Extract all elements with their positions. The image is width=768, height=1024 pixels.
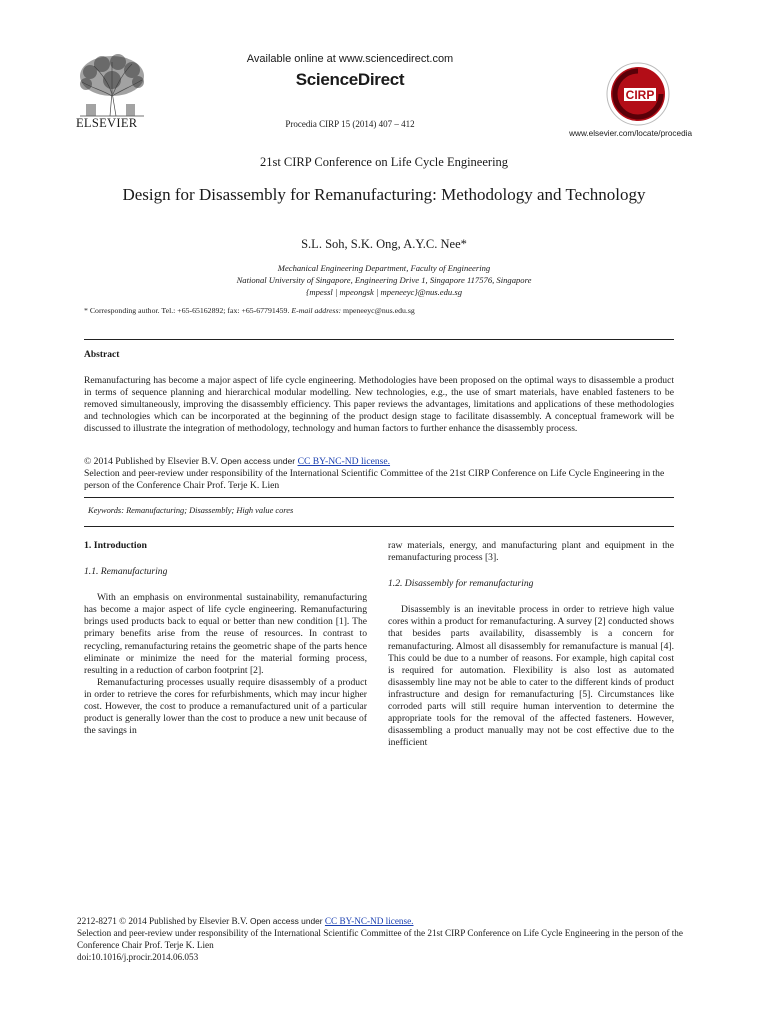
paragraph: Disassembly is an inevitable process in order to retrieve high value cores within a product for remanufacturing. A survey [2] conducted shows that besides parts availability, disassembly is a concern for remanufacturing. Almost all disassembly for remanufacture is manual [4]. This could be due to a number of reasons. For example, high capital cost is required for automation. Flexibility is also lost as automated disassembly line may not be able to cater to the different kinds of product infrastructure and design for remanufacturing [5]. Circumstances like corroded parts will still require human intervention to determine the appropriate tools for the removal of the affected fasteners. However, disassembling a product manually may not be cost effective due to the inefficient (388, 604, 674, 749)
footer-license-link[interactable]: CC BY-NC-ND license. (324, 916, 414, 926)
keywords: Keywords: Remanufacturing; Disassembly; High value cores (88, 506, 294, 515)
journal-url[interactable]: www.elsevier.com/locate/procedia (569, 129, 692, 138)
keywords-top-rule (84, 497, 674, 498)
affiliation (100, 262, 668, 298)
copyright-text: © 2014 Published by Elsevier B.V. (84, 456, 221, 467)
corresponding-contact: * Corresponding author. Tel.: +65-65162892; fax: +65-67791459. (84, 306, 292, 315)
sciencedirect-wordmark: ScienceDirect (295, 70, 405, 89)
left-column (84, 540, 367, 737)
journal-citation: Procedia CIRP 15 (2014) 407 – 412 (285, 119, 415, 129)
paragraph: Remanufacturing processes usually require disassembly of a product in order to retrieve the cores for refurbishments, which may incur higher cost. However, the cost to produce a remanufactured unit of a particular product is generally lower than the cost to produce a new unit because of the savings in (84, 676, 367, 737)
right-column (388, 540, 674, 749)
available-online-text: Available online at www.sciencedirect.com (246, 53, 454, 65)
affiliation-line-1: Mechanical Engineering Department, Faculty of Engineering (277, 263, 491, 273)
license-link[interactable]: CC BY-NC-ND license. (297, 456, 391, 467)
footer (77, 915, 697, 963)
corresponding-email[interactable]: mpeneeyc@nus.edu.sg (341, 306, 415, 315)
conference-name: 21st CIRP Conference on Life Cycle Engineering (259, 155, 509, 169)
paragraph: raw materials, energy, and manufacturing plant and equipment in the remanufacturing process [3]. (388, 540, 674, 564)
open-access-text: Open access under (220, 456, 298, 466)
footer-peer-review: Selection and peer-review under responsibility of the International Scientific Committee of the 21st CIRP Conference on Life Cycle Engineering in the person of the Conference Chair Prof. Terje K. Lien (77, 928, 683, 950)
footer-open-access: Open access under (249, 916, 325, 926)
email-label: E-mail address: (291, 306, 342, 315)
subsection-heading-remanufacturing: 1.1. Remanufacturing (84, 566, 168, 578)
footer-issn: 2212-8271 © 2014 Published by Elsevier B.V. (77, 916, 250, 926)
paper-title: Design for Disassembly for Remanufacturing: Methodology and Technology (122, 185, 646, 204)
cirp-logo-text: CIRP (625, 88, 655, 102)
paragraph: With an emphasis on environmental sustainability, remanufacturing has become a major aspect of life cycle engineering. Remanufacturing brings used products back to equal or better than new condition [1]. The primary benefits arise from the reuse of resources. In contrast to recycling, remanufacturing retains the geometric shape of the parts hence eliminate or minimize the need for the material forming process, resulting in a reduction of carbon footprint [2]. (84, 592, 367, 676)
cirp-logo (606, 62, 670, 126)
abstract-text: Remanufacturing has become a major aspect of life cycle engineering. Methodologies have been proposed on the optimal ways to disassemble a product in terms of sequence planning and hierarchical modular modelling. New technologies, e.g., the use of smart materials, have enabled fasteners to be removed simultaneously, improving the disassembly efficiency. This paper reviews the advantages, limitations and applications of these methodologies and technologies which can be incorporated at the beginning of the product design stage to facilitate disassembly. A conceptual framework will be discussed to illustrate the integration of methodology, technology and human factors to further enhance the disassembly process. (84, 375, 674, 435)
elsevier-wordmark: ELSEVIER (76, 116, 138, 130)
peer-review-statement: Selection and peer-review under responsibility of the International Scientific Committee of the 21st CIRP Conference on Life Cycle Engineering in the person of the Conference Chair Prof. Terje K. Lien (84, 468, 665, 492)
author-list: S.L. Soh, S.K. Ong, A.Y.C. Nee* (301, 237, 467, 251)
copyright-block (84, 455, 674, 492)
keywords-bottom-rule (84, 526, 674, 527)
affiliation-line-2: National University of Singapore, Engineering Drive 1, Singapore 117576, Singapore (236, 275, 532, 285)
footer-doi[interactable]: doi:10.1016/j.procir.2014.06.053 (77, 952, 199, 962)
affiliation-emails: {mpessl | mpeongsk | mpeneeyc}@nus.edu.sg (305, 287, 462, 297)
corresponding-author (84, 306, 684, 315)
section-heading-introduction: 1. Introduction (84, 540, 147, 551)
abstract-top-rule (84, 339, 674, 340)
subsection-heading-disassembly: 1.2. Disassembly for remanufacturing (388, 578, 534, 590)
abstract-heading: Abstract (84, 350, 120, 360)
